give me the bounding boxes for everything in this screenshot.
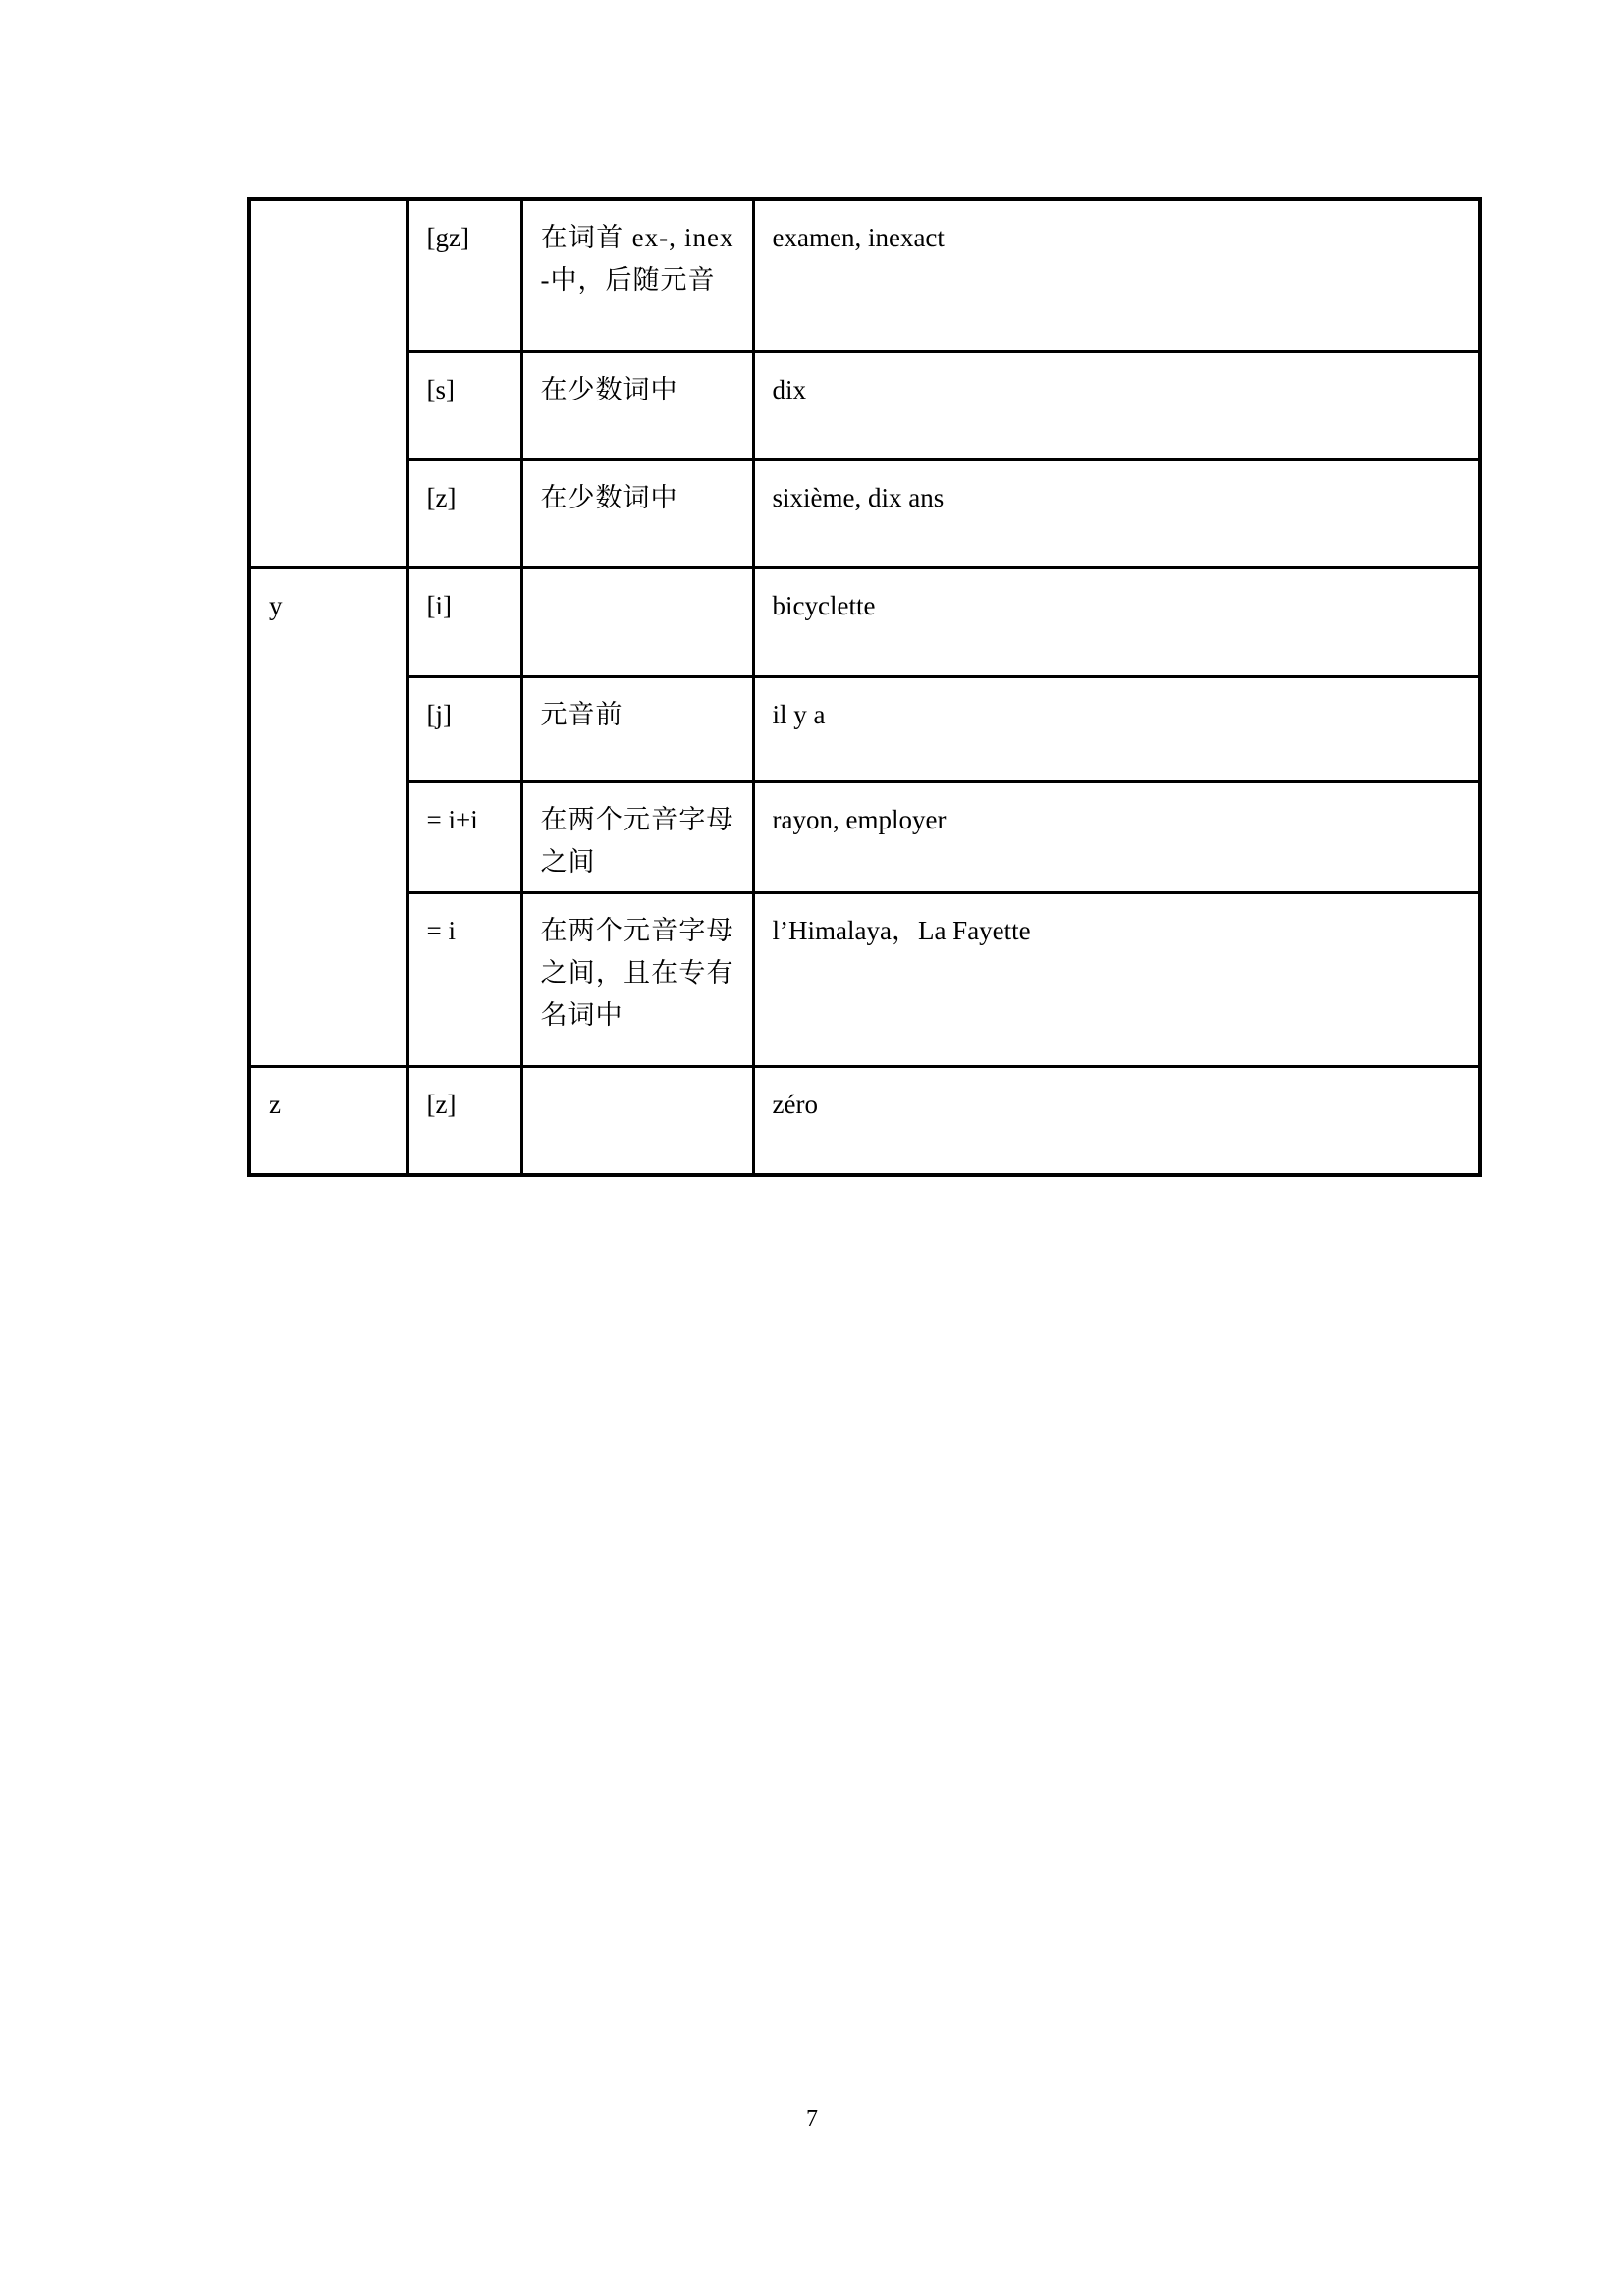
table-row xyxy=(249,1066,1480,1175)
example-cell: bicyclette xyxy=(753,567,1480,676)
sound-cell: [s] xyxy=(407,351,521,459)
example-cell: rayon, employer xyxy=(753,781,1480,892)
sound-cell: [z] xyxy=(407,459,521,567)
sound-cell: [z] xyxy=(407,1066,521,1175)
letter-cell xyxy=(249,199,407,567)
condition-cell: 元音前 xyxy=(521,676,753,781)
letter-cell: y xyxy=(249,567,407,1066)
table-row xyxy=(249,781,1480,892)
example-cell: examen, inexact xyxy=(753,199,1480,351)
condition-cell: 在词首 ex-, inex-中，后随元音 xyxy=(521,199,753,351)
table-row xyxy=(249,567,1480,676)
condition-cell xyxy=(521,1066,753,1175)
table-row xyxy=(249,676,1480,781)
sound-cell: = i+i xyxy=(407,781,521,892)
condition-cell: 在两个元音字母之间 xyxy=(521,781,753,892)
table-row xyxy=(249,199,1480,351)
condition-cell: 在少数词中 xyxy=(521,459,753,567)
condition-cell: 在少数词中 xyxy=(521,351,753,459)
page-number: 7 xyxy=(806,2107,818,2132)
condition-cell: 在两个元音字母之间，且在专有名词中 xyxy=(521,892,753,1066)
sound-cell: [j] xyxy=(407,676,521,781)
sound-cell: = i xyxy=(407,892,521,1066)
example-cell: il y a xyxy=(753,676,1480,781)
table-row xyxy=(249,892,1480,1066)
table-row xyxy=(249,351,1480,459)
table-row xyxy=(249,459,1480,567)
condition-cell xyxy=(521,567,753,676)
example-cell: l’Himalaya，La Fayette xyxy=(753,892,1480,1066)
example-cell: dix xyxy=(753,351,1480,459)
letter-cell: z xyxy=(249,1066,407,1175)
example-cell: zéro xyxy=(753,1066,1480,1175)
phonetics-table xyxy=(247,197,1482,1177)
sound-cell: [gz] xyxy=(407,199,521,351)
example-cell: sixième, dix ans xyxy=(753,459,1480,567)
sound-cell: [i] xyxy=(407,567,521,676)
